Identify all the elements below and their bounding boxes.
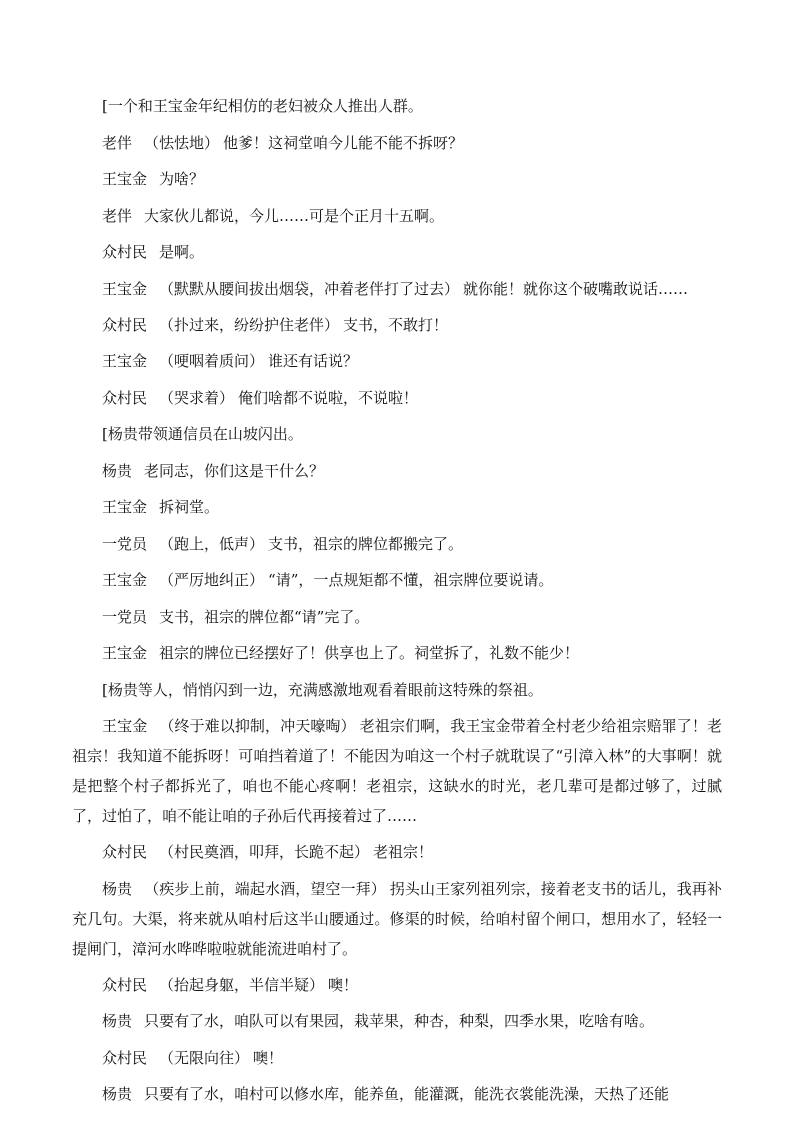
- speech-text: 只要有了水，咱队可以有果园，栽苹果，种杏，种梨，四季水果，吃啥有啥。: [144, 1012, 655, 1030]
- speech-text: 拆祠堂。: [159, 498, 220, 516]
- stage-direction-line: [杨贵带领通信员在山坡闪出。: [102, 425, 303, 443]
- dialogue-line: [72, 453, 722, 490]
- stage-direction: （严厉地纠正）: [159, 571, 265, 589]
- speech-text: 俺们啥都不说啦，不说啦！: [238, 388, 419, 407]
- speech-text: 老祖宗们啊，我王宝金带着全村老少给祖宗赔罪了！老祖宗！我知道不能拆呀！可咱挡着道了！不能因为咱这一个村子就耽误了“引漳入林”的大事啊！就是把整个村子都拆光了，咱也不能心疼啊！老祖宗，这缺水的时光，老几辈可是都过够了，过腻了，过怕了，咱不能让咱的子孙后代再接着过了……: [72, 717, 722, 825]
- dialogue-line: [72, 307, 722, 344]
- dialogue-line: [72, 1076, 722, 1113]
- speaker-name: 老伴: [102, 133, 133, 152]
- speaker-name: 众村民: [102, 388, 148, 407]
- dialogue-line: [72, 380, 722, 417]
- speaker-name: 王宝金: [102, 170, 148, 188]
- speech-text: 拐头山王家列祖列宗，接着老支书的话儿，我再补充几句。大渠，将来就从咱村后这半山腰通过。修渠的时候，给咱村留个闸口，想用水了，轻轻一提闸门，漳河水哗哗啦啦就能流进咱村了。: [72, 879, 722, 958]
- speaker-name: 王宝金: [102, 352, 148, 370]
- speaker-name: 一党员: [102, 534, 148, 553]
- speech-text: 老祖宗！: [373, 843, 434, 861]
- speaker-name: 王宝金: [102, 498, 148, 516]
- dialogue-line: [72, 198, 722, 235]
- speech-text: 老同志，你们这是干什么？: [144, 461, 325, 480]
- speech-text: 就你能！就你这个破嘴敢说话……: [463, 279, 689, 298]
- dialogue-line: [72, 708, 722, 834]
- dialogue-line: [72, 599, 722, 636]
- speech-text: “请”，一点规矩都不懂，祖宗牌位要说请。: [268, 571, 554, 589]
- speech-text: 他爹！这祠堂咱今儿能不能不拆呀？: [223, 133, 464, 152]
- stage-direction-line: [一个和王宝金年纪相仿的老妇被众人推出人群。: [102, 97, 423, 115]
- speaker-name: 一党员: [102, 607, 148, 626]
- stage-direction: （默默从腰间拔出烟袋，冲着老伴打了过去）: [159, 279, 460, 298]
- dialogue-line: [72, 161, 722, 198]
- dialogue-line: [72, 967, 722, 1004]
- stage-direction: （终于难以抑制，冲天嚎啕）: [159, 717, 356, 735]
- dialogue-line: [72, 125, 722, 162]
- dialogue-line: [72, 1003, 722, 1040]
- speaker-name: 杨贵: [102, 1085, 133, 1103]
- speech-text: 支书，祖宗的牌位都搬完了。: [268, 534, 464, 553]
- speaker-name: 众村民: [102, 843, 148, 861]
- speaker-name: 王宝金: [102, 644, 148, 662]
- stage-direction: （扑过来，纷纷护住老伴）: [159, 315, 340, 334]
- speech-text: 支书，不敢打！: [343, 315, 449, 334]
- speech-text: 噢！: [328, 975, 359, 994]
- speaker-name: 杨贵: [102, 461, 133, 480]
- dialogue-line: [72, 271, 722, 307]
- speech-text: 噢！: [253, 1048, 284, 1067]
- speech-text: 大家伙儿都说，今儿……可是个正月十五啊。: [144, 206, 445, 225]
- speech-text: 谁还有话说？: [268, 352, 359, 370]
- stage-direction: （疾步上前，端起水酒，望空一拜）: [144, 879, 386, 898]
- speech-text: 祖宗的牌位已经摆好了！供享也上了。祠堂拆了，礼数不能少！: [159, 644, 580, 662]
- dialogue-line: [72, 526, 722, 563]
- speaker-name: 老伴: [102, 206, 133, 225]
- speaker-name: 众村民: [102, 243, 148, 261]
- speaker-name: 众村民: [102, 1048, 148, 1067]
- speaker-name: 杨贵: [102, 879, 133, 898]
- dialogue-line: [72, 234, 722, 271]
- stage-direction: （跑上，低声）: [159, 534, 265, 553]
- speaker-name: 杨贵: [102, 1012, 133, 1030]
- dialogue-line: [72, 1040, 722, 1077]
- stage-direction: （抬起身躯，半信半疑）: [159, 975, 325, 994]
- dialogue-line: [72, 562, 722, 599]
- speaker-name: 众村民: [102, 315, 148, 334]
- dialogue-line: [72, 635, 722, 672]
- speaker-name: 王宝金: [102, 571, 148, 589]
- script-body: [72, 88, 722, 1113]
- stage-direction: （无限向往）: [159, 1048, 250, 1067]
- stage-direction-line: [杨贵等人，悄悄闪到一边，充满感激地观看着眼前这特殊的祭祖。: [102, 680, 543, 699]
- stage-direction: （怯怯地）: [144, 133, 220, 152]
- dialogue-line: [72, 871, 722, 967]
- speaker-name: 王宝金: [102, 279, 148, 298]
- dialogue-line: [72, 489, 722, 526]
- speech-text: 支书，祖宗的牌位都“请”完了。: [159, 607, 370, 626]
- speaker-name: 王宝金: [102, 717, 148, 735]
- dialogue-line: [72, 343, 722, 380]
- dialogue-line: [72, 834, 722, 871]
- stage-direction: （哽咽着质问）: [159, 352, 265, 370]
- stage-direction: （村民奠酒，叩拜，长跪不起）: [159, 843, 370, 861]
- speech-text: 为啥？: [159, 170, 205, 188]
- stage-direction: （哭求着）: [159, 388, 235, 407]
- speaker-name: 众村民: [102, 975, 148, 994]
- speech-text: 只要有了水，咱村可以修水库，能养鱼，能灌溉，能洗衣裳能洗澡，天热了还能: [144, 1085, 670, 1103]
- speech-text: 是啊。: [159, 243, 205, 261]
